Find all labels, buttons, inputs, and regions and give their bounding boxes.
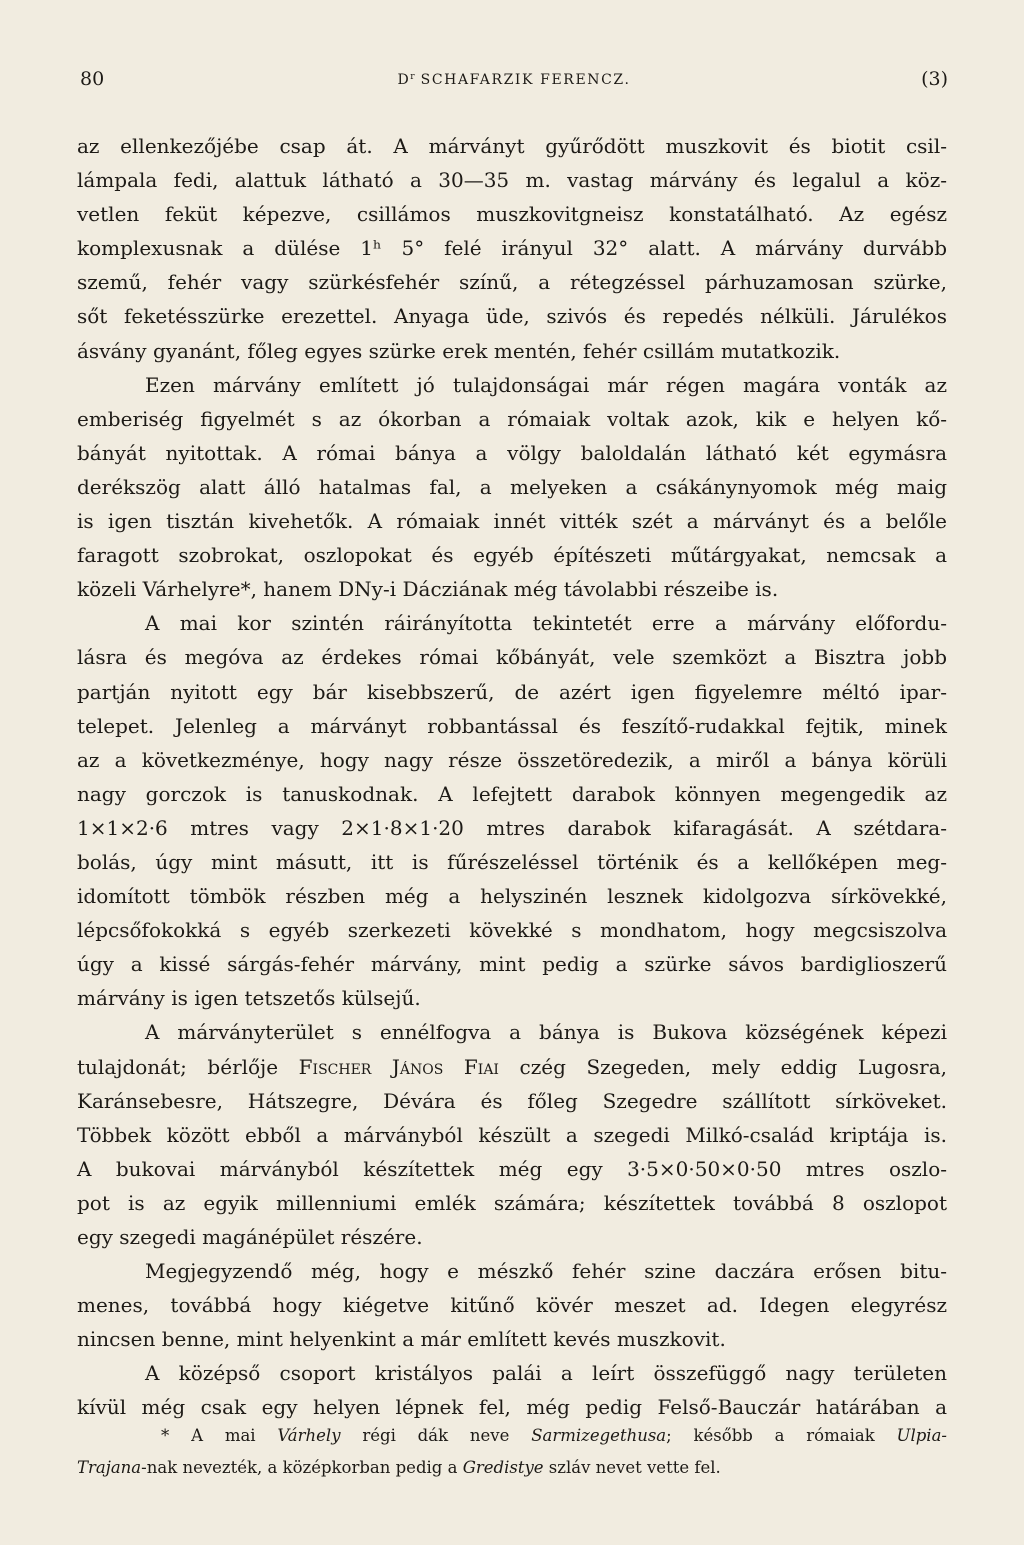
- footnote-italic: Trajana: [77, 1458, 142, 1477]
- text-line: partján nyitott egy bár kisebbszerű, de azért igen figyelemre méltó ipar-: [77, 679, 947, 704]
- text-line: A márványterület s ennélfogva a bánya is Bukova községének képezi: [145, 1020, 947, 1045]
- text-line: sőt feketésszürke erezettel. Anyaga üde, szivós és repedés nélküli. Járulékos: [77, 304, 947, 329]
- text-line: márvány is igen tetszetős külsejű.: [77, 986, 421, 1011]
- line-part: tulajdonát; bérlője: [77, 1054, 299, 1079]
- text-line: bolás, úgy mint másutt, itt is fűrészeléssel történik és a kellőképen meg-: [77, 849, 947, 874]
- text-line: közeli Várhelyre*, hanem DNy-i Dácziának még távolabbi részeibe is.: [77, 577, 779, 602]
- footnote-italic: Várhely: [277, 1426, 341, 1445]
- section-number: (3): [921, 68, 948, 90]
- footnote-text: -nak nevezték, a középkorban pedig a: [141, 1458, 463, 1477]
- text-line: A bukovai márványból készítettek még egy 3·5×0·50×0·50 mtres oszlo-: [77, 1156, 947, 1181]
- text-line: lásra és megóva az érdekes római kőbányát, vele szemközt a Bisztra jobb: [77, 645, 947, 670]
- footnote-text: ; később a rómaiak: [666, 1426, 897, 1445]
- text-line: az a következménye, hogy nagy része összetöredezik, a miről a bánya körüli: [77, 747, 947, 772]
- text-line: úgy a kissé sárgás-fehér márvány, mint pedig a szürke sávos bardiglioszerű: [77, 952, 947, 977]
- running-title-name: SCHAFARZIK FERENCZ.: [414, 72, 631, 88]
- text-line: is igen tisztán kivehetők. A rómaiak innét vitték szét a márványt és a belőle: [77, 509, 947, 534]
- text-line: az ellenkezőjébe csap át. A márványt gyűrődött muszkovit és biotit csil-: [77, 134, 947, 158]
- text-line: Ezen márvány említett jó tulajdonságai már régen magára vonták az: [145, 372, 947, 397]
- running-header: [80, 68, 948, 102]
- text-line: derékszög alatt álló hatalmas fal, a melyeken a csákánynyomok még maig: [77, 474, 947, 499]
- footnote-italic: Sarmizegethusa: [531, 1426, 667, 1445]
- text-line: lépcsőfokokká s egyéb szerkezeti kövekké s mondhatom, hogy megcsiszolva: [77, 918, 947, 943]
- text-line: bányát nyitottak. A római bánya a völgy baloldalán látható két egymásra: [77, 440, 947, 465]
- text-line: Karánsebesre, Hátszegre, Dévára és főleg Szegedre szállított sírköveket.: [77, 1088, 947, 1113]
- page-number: 80: [80, 68, 105, 90]
- text-line: nincsen benne, mint helyenkint a már említett kevés muszkovit.: [77, 1327, 726, 1352]
- footnote: [77, 1420, 947, 1484]
- text-line: A mai kor szintén ráirányította tekintetét erre a márvány előfordu-: [145, 611, 947, 636]
- text-line-with-firm-name: [77, 1050, 947, 1084]
- running-title-prefix: D: [397, 72, 411, 88]
- text-line: vetlen feküt képezve, csillámos muszkovitgneisz konstatálható. Az egész: [77, 202, 947, 227]
- firm-name: Fischer János Fiai: [298, 1054, 499, 1079]
- line-part: czég Szegeden, mely eddig Lugosra,: [498, 1054, 947, 1079]
- running-title: [80, 72, 948, 88]
- running-title-sup: r: [410, 72, 415, 82]
- text-line: Megjegyzendő még, hogy e mészkő fehér szine daczára erősen bitu-: [145, 1259, 947, 1284]
- footnote-text: régi dák neve: [340, 1426, 532, 1445]
- text-line: idomított tömbök részben még a helyszinén lesznek kidolgozva sírkövekké,: [77, 884, 947, 909]
- footnote-text: * A mai: [161, 1426, 278, 1445]
- text-line: telepet. Jelenleg a márványt robbantással és feszítő-rudakkal fejtik, minek: [77, 713, 947, 738]
- text-line: pot is az egyik millenniumi emlék számára; készítettek továbbá 8 oszlopot: [77, 1190, 947, 1215]
- text-line: emberiség figyelmét s az ókorban a rómaiak voltak azok, kik e helyen kő-: [77, 406, 947, 431]
- text-line: A középső csoport kristályos palái a leírt összefüggő nagy területen: [145, 1361, 947, 1386]
- text-line: 1×1×2·6 mtres vagy 2×1·8×1·20 mtres darabok kifaragását. A szétdara-: [77, 815, 947, 840]
- text-line: lámpala fedi, alattuk látható a 30—35 m. vastag márvány és legalul a köz-: [77, 168, 947, 193]
- footnote-italic: Ulpia-: [896, 1426, 947, 1445]
- text-line: ásvány gyanánt, főleg egyes szürke erek mentén, fehér csillám mutatkozik.: [77, 338, 841, 363]
- text-line: faragott szobrokat, oszlopokat és egyéb építészeti műtárgyakat, nemcsak a: [77, 543, 947, 568]
- footnote-line: [77, 1452, 947, 1484]
- text-line: szemű, fehér vagy szürkésfehér színű, a rétegzéssel párhuzamosan szürke,: [77, 270, 947, 295]
- text-line: kívül még csak egy helyen lépnek fel, még pedig Felső-Bauczár határában a: [77, 1395, 947, 1420]
- footnote-text: szláv nevet vette fel.: [543, 1458, 721, 1477]
- text-line: komplexusnak a dülése 1ʰ 5° felé irányul 32° alatt. A márvány durvább: [77, 236, 947, 261]
- text-line: nagy gorczok is tanuskodnak. A lefejtett darabok könnyen megengedik az: [77, 781, 947, 806]
- footnote-italic: Gredistye: [462, 1458, 544, 1477]
- body-text: [77, 129, 947, 1425]
- footnote-line: [77, 1420, 947, 1452]
- text-line: menes, továbbá hogy kiégetve kitűnő kövér meszet ad. Idegen elegyrész: [77, 1293, 947, 1318]
- text-line: Többek között ebből a márványból készült a szegedi Milkó-család kriptája is.: [77, 1122, 947, 1147]
- text-line: egy szegedi magánépület részére.: [77, 1225, 423, 1249]
